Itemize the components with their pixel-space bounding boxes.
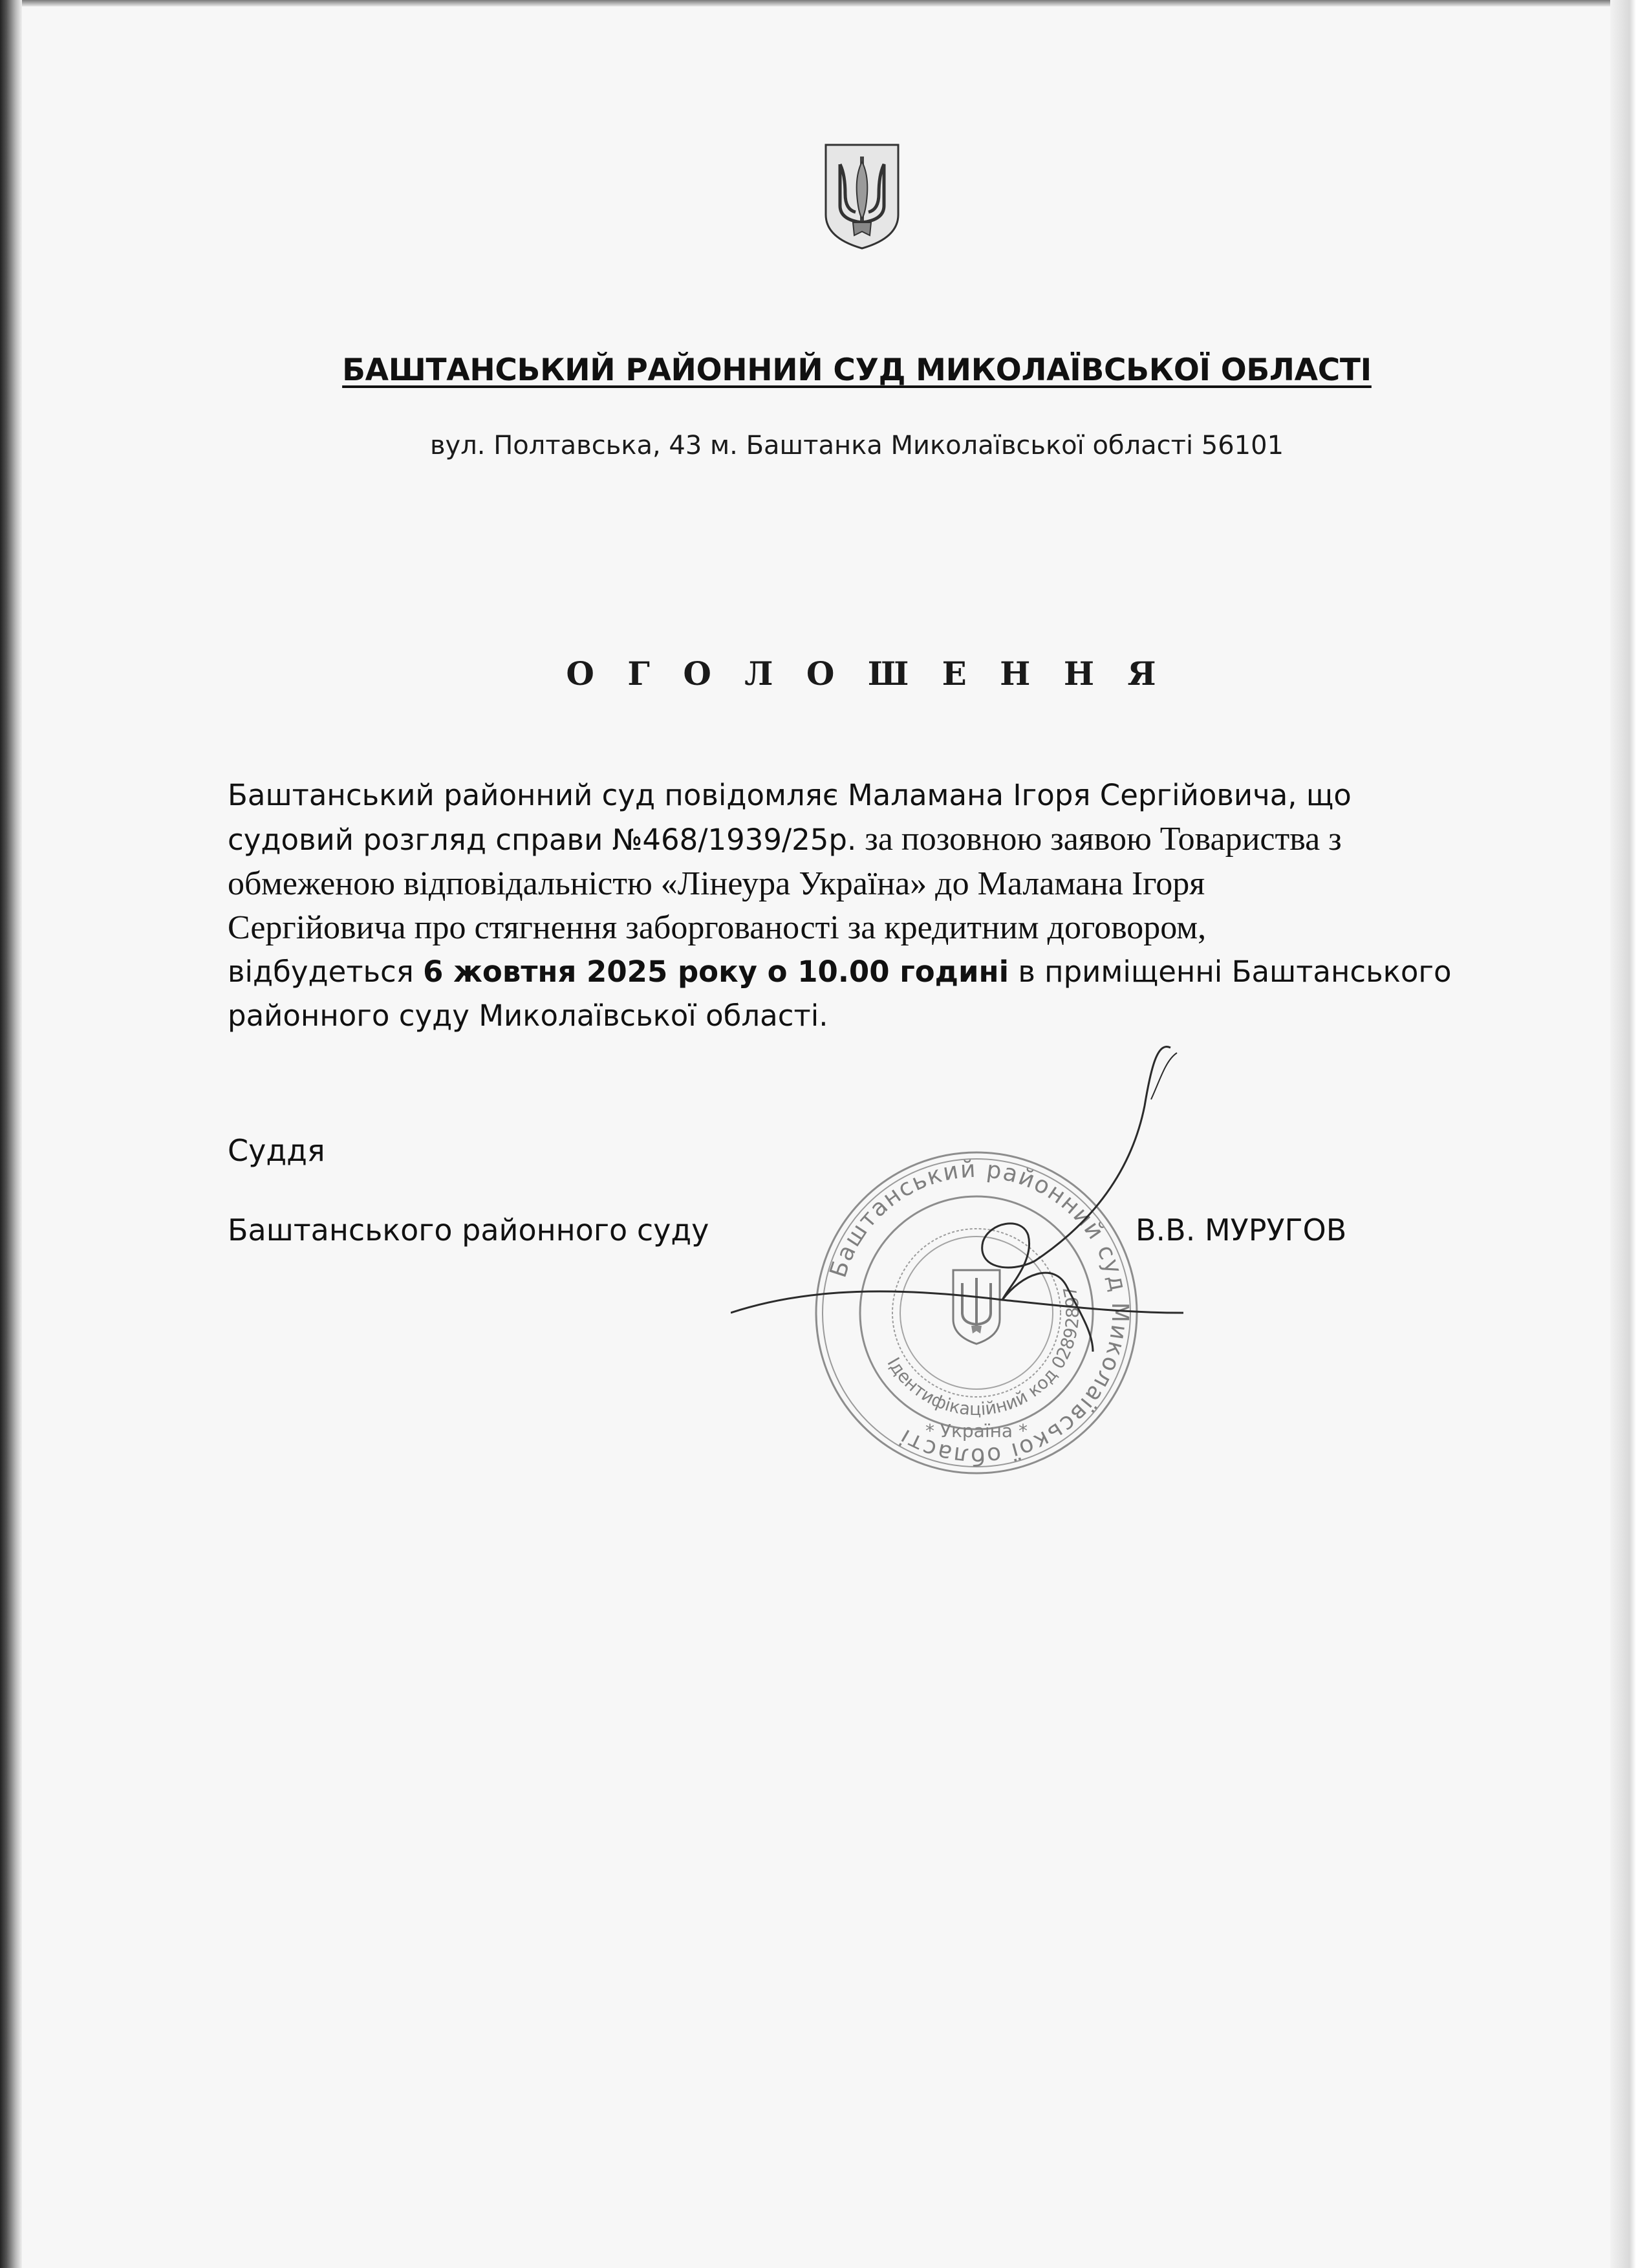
body-line-1: Баштанський районний суд повідомляє Маламана Ігоря Сергійовича, що [228,778,1352,812]
body-line-2 [228,817,1482,862]
body-line-5-post: в приміщенні Баштанського [1009,955,1452,989]
body-line-5 [228,950,1482,994]
scan-edge-left [0,0,22,2268]
hearing-date: 6 жовтня 2025 року о 10.00 годині [423,955,1009,989]
case-number-text: судовий розгляд справи №468/1939/25р. [228,823,857,857]
court-address: вул. Полтавська, 43 м. Баштанка Миколаївської області 56101 [429,431,1284,460]
stamp-inner-code: Ідентифікаційний код 02892897 [883,1284,1084,1420]
body-line-6: районного суду Миколаївської області. [228,999,828,1033]
body-line-4: Сергійовича про стягнення заборгованості за кредитним договором, [228,909,1207,946]
body-line-3: обмеженою відповідальністю «Лінеура Україна» до Маламана Ігоря [228,865,1205,902]
stamp-outer-text: Баштанський районний суд Миколаївської області [824,1156,1134,1470]
document-title: О Г О Л О Ш Е Н Н Я [566,654,1167,693]
body-line-2-rest: за позовною заявою Товариства з [856,821,1342,858]
trident-coat-of-arms-icon [823,142,901,251]
court-name-heading: БАШТАНСЬКИЙ РАЙОННИЙ СУД МИКОЛАЇВСЬКОЇ ОБЛАСТІ [342,352,1372,388]
judge-court: Баштанського районного суду [228,1213,709,1247]
stamp-country: * Україна * [925,1420,1028,1442]
scan-edge-right [1610,0,1649,2268]
scan-edge-top [0,0,1649,6]
judge-name: В.В. МУРУГОВ [1136,1213,1347,1247]
judge-position: Суддя [228,1133,325,1168]
announcement-body [228,773,1482,1038]
body-line-5-pre: відбудеться [228,955,424,989]
judge-signature [731,1028,1183,1390]
